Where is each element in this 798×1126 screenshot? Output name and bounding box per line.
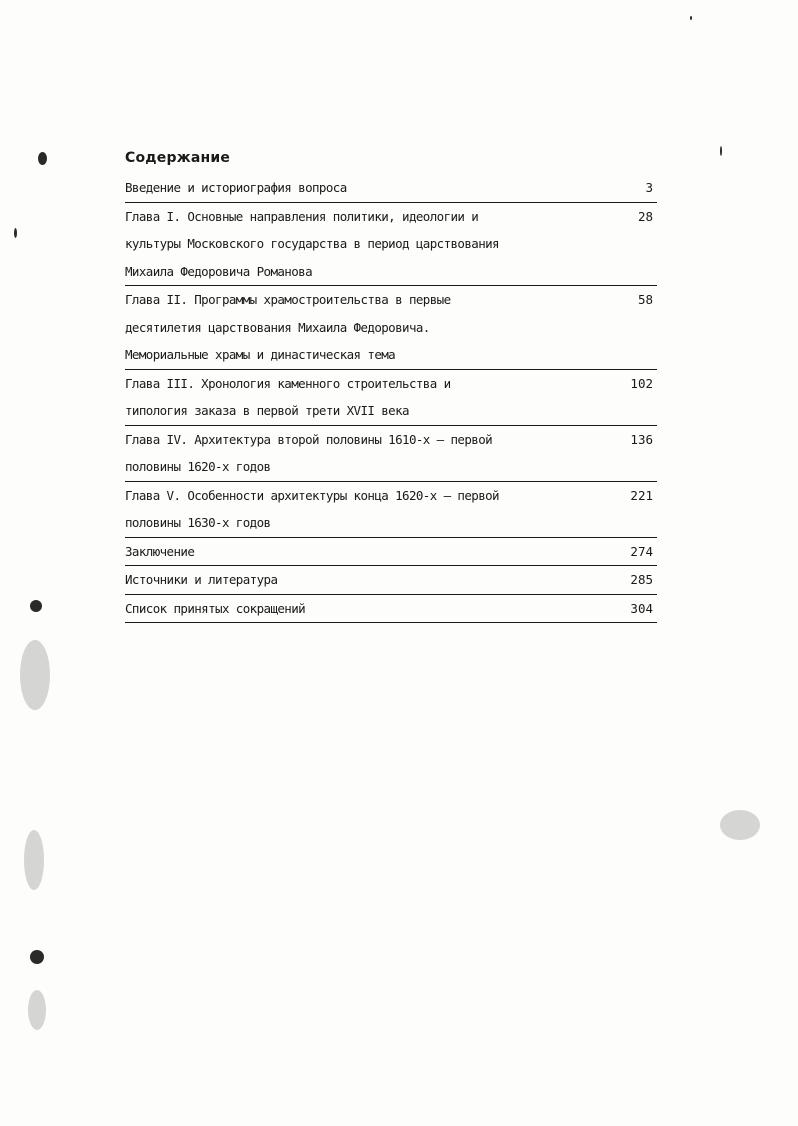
toc-entry-title: Глава II. Программы храмостроительства в первые десятилетия царствования Михаила Федоровича. Мемориальные храмы и династическая тема [125, 292, 451, 362]
toc-entry-abbreviations [125, 595, 657, 624]
toc-entry-page-number: 28 [637, 208, 653, 224]
scan-noise [720, 810, 760, 840]
toc-entry-chapter-3 [125, 370, 657, 426]
toc-entry-page-number: 136 [630, 431, 653, 447]
toc-entry-conclusion [125, 538, 657, 567]
table-of-contents [125, 146, 657, 623]
toc-entry-page-number: 274 [630, 543, 653, 559]
toc-entry-page-number: 102 [630, 375, 653, 391]
toc-entry-page-number: 58 [637, 292, 653, 307]
scan-speck [14, 228, 17, 238]
toc-entry-title: Глава V. Особенности архитектуры конца 1620-х – первой половины 1630-х годов [125, 487, 499, 530]
toc-entry-page-number: 3 [645, 180, 653, 195]
toc-entry-page-number: 221 [630, 487, 653, 503]
scan-noise [20, 640, 50, 710]
toc-entry-title: Введение и историография вопроса [125, 180, 347, 195]
toc-entry-title: Глава I. Основные направления политики, идеологии и культуры Московского государства в период царствования Михаила Федоровича Романова [125, 208, 499, 279]
scan-speck [30, 600, 42, 612]
toc-entry-chapter-4 [125, 426, 657, 482]
toc-entry-chapter-1 [125, 203, 657, 287]
toc-entry-title: Глава IV. Архитектура второй половины 1610-х – первой половины 1620-х годов [125, 431, 493, 474]
scan-noise [24, 830, 44, 890]
toc-entry-page-number: 285 [630, 572, 653, 587]
scan-speck [690, 16, 692, 20]
toc-entry-introduction [125, 174, 657, 203]
toc-entry-title: Список принятых сокращений [125, 600, 306, 616]
scan-speck [30, 950, 44, 964]
toc-entry-sources [125, 566, 657, 595]
toc-entry-page-number: 304 [630, 600, 653, 616]
scan-speck [38, 152, 47, 165]
toc-entry-chapter-2 [125, 286, 657, 370]
toc-entry-chapter-5 [125, 482, 657, 538]
scan-noise [28, 990, 46, 1030]
toc-entry-title: Заключение [125, 543, 195, 559]
scan-speck [720, 146, 722, 156]
toc-entry-title: Источники и литература [125, 572, 278, 587]
toc-heading: Содержание [125, 150, 231, 166]
toc-entry-title: Глава III. Хронология каменного строительства и типология заказа в первой трети XVII века [125, 375, 451, 418]
